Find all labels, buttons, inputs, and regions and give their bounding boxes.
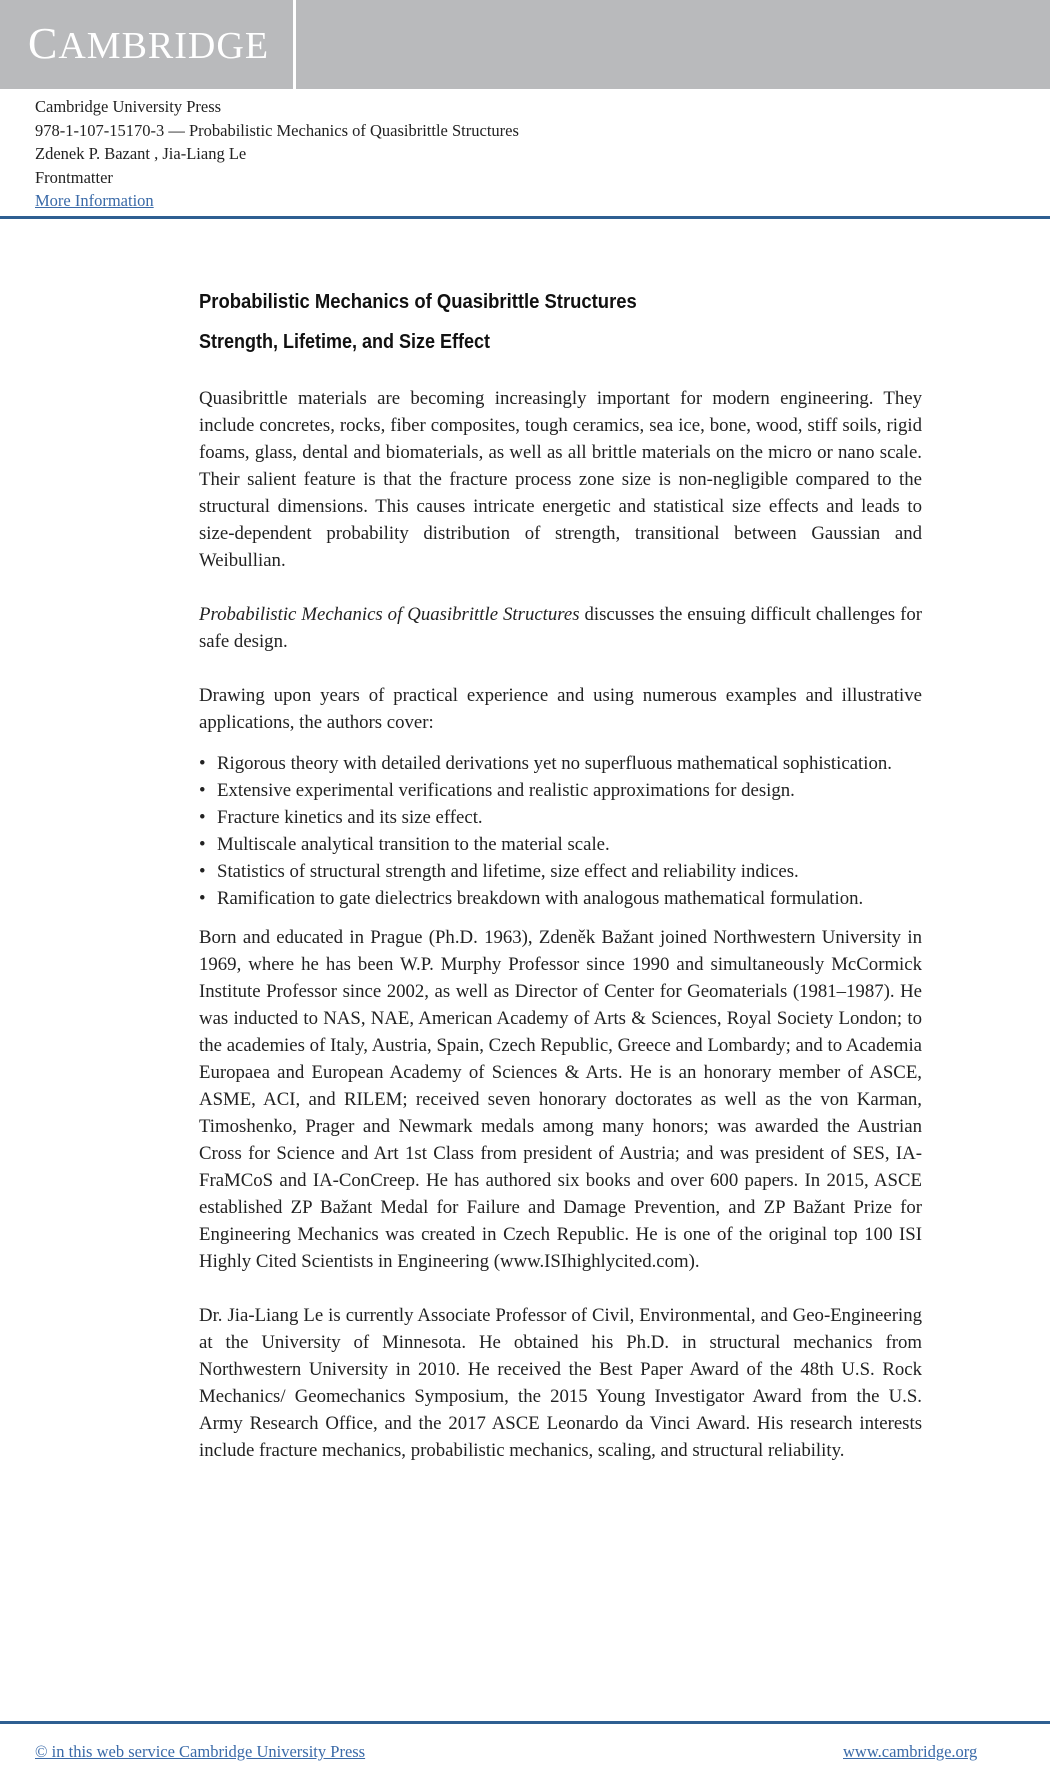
cambridge-logo: CAMBRIDGE [28, 19, 270, 68]
list-item: • Multiscale analytical transition to the material scale. [199, 831, 922, 858]
book-metadata [35, 95, 519, 213]
design-paragraph [199, 601, 922, 655]
description-paragraph: Quasibrittle materials are becoming increasingly important for modern engineering. They include concretes, rocks, fiber composites, tough ceramics, sea ice, bone, wood, stiff soils, rigid foams, glass, dental and biomaterials, as well as all brittle materials on the micro or nano scale. Their salient feature is that the fracture process zone size is non-negligible compared to the structural dimensions. This causes intricate energetic and statistical size effects and leads to size-dependent probability distribution of strength, transitional between Gaussian and Weibullian. [199, 388, 922, 571]
copyright-link[interactable]: © in this web service Cambridge University Press [35, 1742, 366, 1761]
footer-rule [0, 1721, 1050, 1724]
book-title: Probabilistic Mechanics of Quasibrittle Structures [199, 290, 637, 313]
main-content [199, 290, 922, 1464]
coverage-intro: Drawing upon years of practical experience and using numerous examples and illustrative applications, the authors cover: [199, 685, 922, 733]
list-item: • Ramification to gate dielectrics breakdown with analogous mathematical formulation. [199, 885, 922, 912]
book-title-italic: Probabilistic Mechanics of Quasibrittle Structures [199, 604, 580, 625]
header-rule [0, 216, 1050, 219]
list-item: • Statistics of structural strength and lifetime, size effect and reliability indices. [199, 858, 922, 885]
author-names: Zdenek P. Bazant , Jia-Liang Le [35, 144, 247, 163]
list-item: • Fracture kinetics and its size effect. [199, 804, 922, 831]
more-information-link[interactable]: More Information [35, 191, 154, 210]
section-name: Frontmatter [35, 167, 113, 187]
coverage-list [199, 750, 922, 912]
book-subtitle: Strength, Lifetime, and Size Effect [199, 331, 491, 353]
bazant-biography: Born and educated in Prague (Ph.D. 1963), Zdeněk Bažant joined Northwestern University in 1969, where he has been W.P. Murphy Professor since 1990 and simultaneously McCormick Institute Professor since 2002, as well as Director of Center for Geomaterials (1981–1987). He was inducted to NAS, NAE, American Academy of Arts & Sciences, Royal Society London; to the academies of Italy, Austria, Spain, Czech Republic, Greece and Lombardy; and to Academia Europaea and European Academy of Sciences & Arts. He is an honorary member of ASCE, ASME, ACI, and RILEM; received seven honorary doctorates as well as the von Karman, Timoshenko, Prager and Newmark medals among many honors; was awarded the Austrian Cross for Science and Art 1st Class from president of Austria; and was president of SES, IA-FraMCoS and IA-ConCreep. He has authored six books and over 600 papers. In 2015, ASCE established ZP Bažant Medal for Failure and Damage Prevention, and ZP Bažant Prize for Engineering Mechanics was created in Czech Republic. He is one of the original top 100 ISI Highly Cited Scientists in Engineering (www.ISIhighlycited.com). [199, 927, 922, 1272]
design-paragraph-text: discusses the ensuing difficult challenges for safe design. [199, 604, 922, 652]
header-banner [0, 0, 1050, 89]
list-item: • Extensive experimental verifications and realistic approximations for design. [199, 777, 922, 804]
le-biography: Dr. Jia-Liang Le is currently Associate Professor of Civil, Environmental, and Geo-Engineering at the University of Minnesota. He obtained his Ph.D. in structural mechanics from Northwestern University in 2010. He received the Best Paper Award of the 48th U.S. Rock Mechanics/ Geomechanics Symposium, the 2015 Young Investigator Award from the U.S. Army Research Office, and the 2017 ASCE Leonardo da Vinci Award. His research interests include fracture mechanics, probabilistic mechanics, scaling, and structural reliability. [199, 1305, 922, 1461]
publisher-name: Cambridge University Press [35, 97, 222, 116]
list-item: • Rigorous theory with detailed derivations yet no superfluous mathematical sophistication. [199, 750, 922, 777]
isbn-title: 978-1-107-15170-3 — Probabilistic Mechanics of Quasibrittle Structures [35, 120, 519, 140]
cambridge-site-link[interactable]: www.cambridge.org [843, 1742, 978, 1761]
banner-divider [293, 0, 296, 89]
